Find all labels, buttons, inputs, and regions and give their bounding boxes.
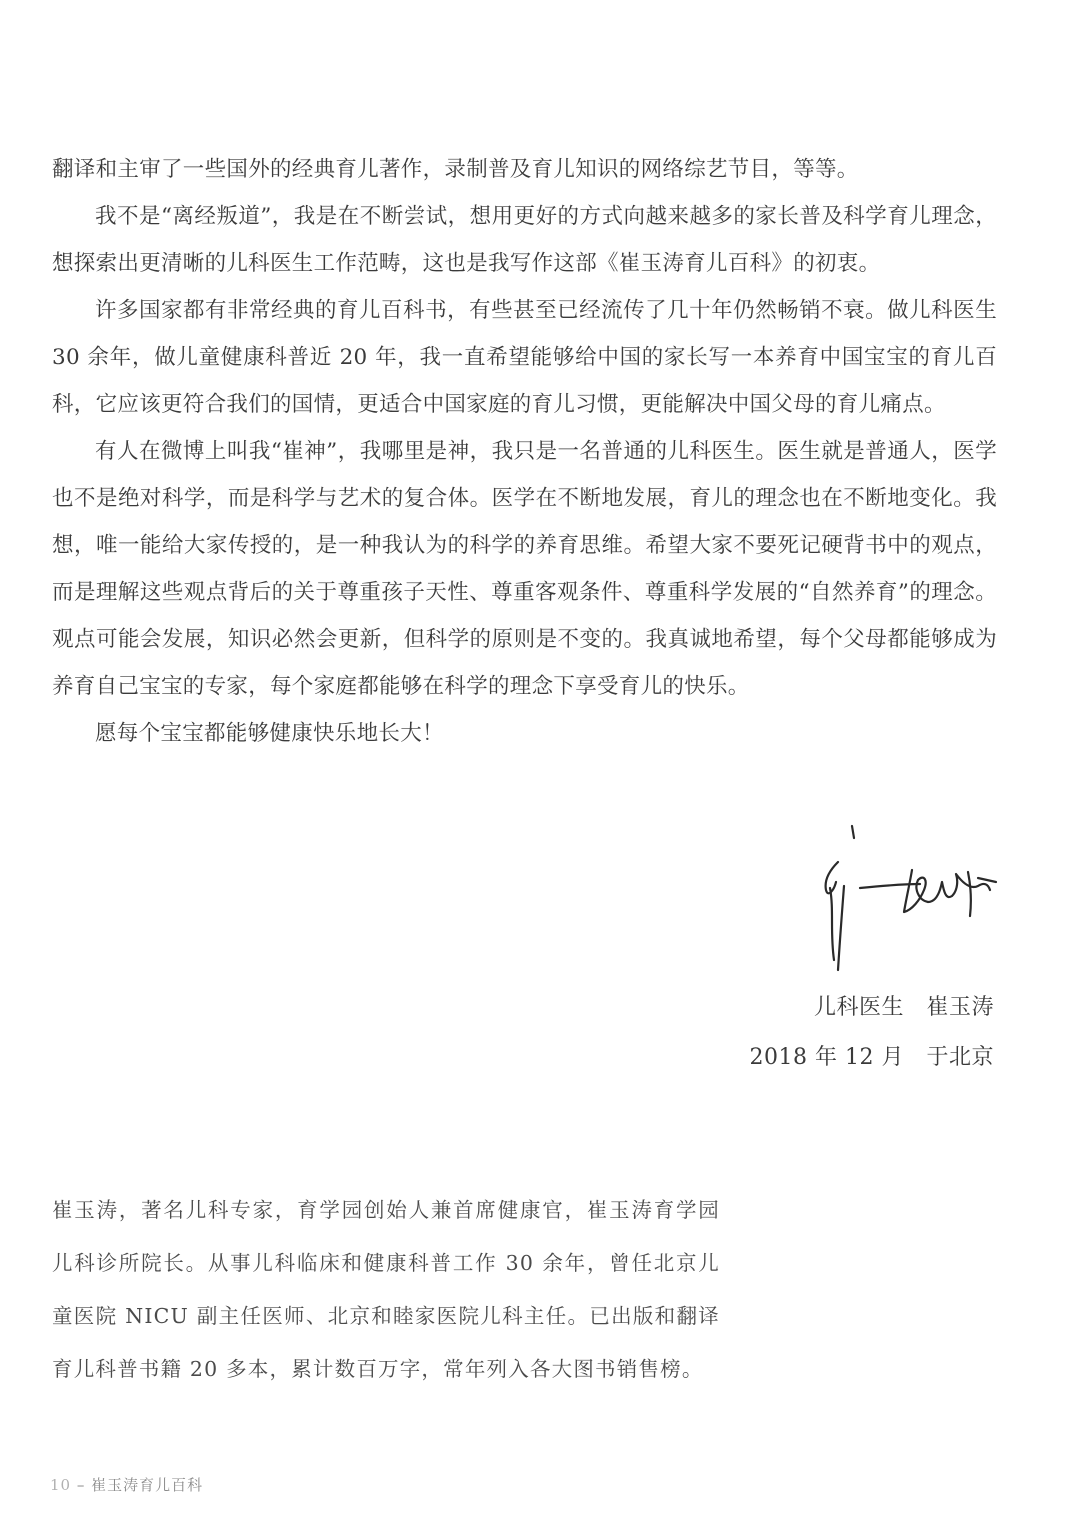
paragraph-5: 愿每个宝宝都能够健康快乐地长大！ — [95, 721, 444, 746]
paragraph-1: 翻译和主审了一些国外的经典育儿著作，录制普及育儿知识的网络综艺节目，等等。 — [52, 157, 859, 182]
signature-date: 2018 年 12 月 于北京 — [749, 1045, 994, 1070]
signature-title: 儿科医生 崔玉涛 — [813, 995, 994, 1020]
paragraph-4: 有人在微博上叫我“崔神”，我哪里是神，我只是一名普通的儿科医生。医生就是普通人，医学也不是绝对科学，而是科学与艺术的复合体。医学在不断地发展，育儿的理念也在不断地变化。我想，唯一能给大家传授的，是一种我认为的科学的养育思维。希望大家不要死记硬背书中的观点，而是理解这些观点背后的关于尊重孩子天性、尊重客观条件、尊重科学发展的“自然养育”的理念。观点可能会发展，知识必然会更新，但科学的原则是不变的。我真诚地希望，每个父母都能够成为养育自己宝宝的专家，每个家庭都能够在科学的理念下享受育儿的快乐。 — [52, 439, 997, 699]
paragraph-2: 我不是“离经叛道”，我是在不断尝试，想用更好的方式向越来越多的家长普及科学育儿理念，想探索出更清晰的儿科医生工作范畴，这也是我写作这部《崔玉涛育儿百科》的初衷。 — [52, 204, 997, 276]
handwritten-signature — [800, 820, 1000, 980]
footer-separator: – — [71, 1476, 92, 1494]
author-bio-text: 崔玉涛，著名儿科专家，育学园创始人兼首席健康官，崔玉涛育学园儿科诊所院长。从事儿科临床和健康科普工作 30 余年，曾任北京儿童医院 NICU 副主任医师、北京和睦家医院儿科主任。已出版和翻译育儿科普书籍 20 多本，累计数百万字，常年列入各大图书销售榜。 — [52, 1198, 720, 1381]
page-number: 10 — [50, 1476, 72, 1494]
running-title: 崔玉涛育儿百科 — [91, 1476, 204, 1494]
preface-body — [52, 146, 997, 757]
paragraph-3: 许多国家都有非常经典的育儿百科书，有些甚至已经流传了几十年仍然畅销不衰。做儿科医生 30 余年，做儿童健康科普近 20 年，我一直希望能够给中国的家长写一本养育中国宝宝的育儿百科，它应该更符合我们的国情，更适合中国家庭的育儿习惯，更能解决中国父母的育儿痛点。 — [52, 298, 997, 417]
page-footer — [50, 1474, 203, 1495]
author-bio — [52, 1184, 720, 1396]
